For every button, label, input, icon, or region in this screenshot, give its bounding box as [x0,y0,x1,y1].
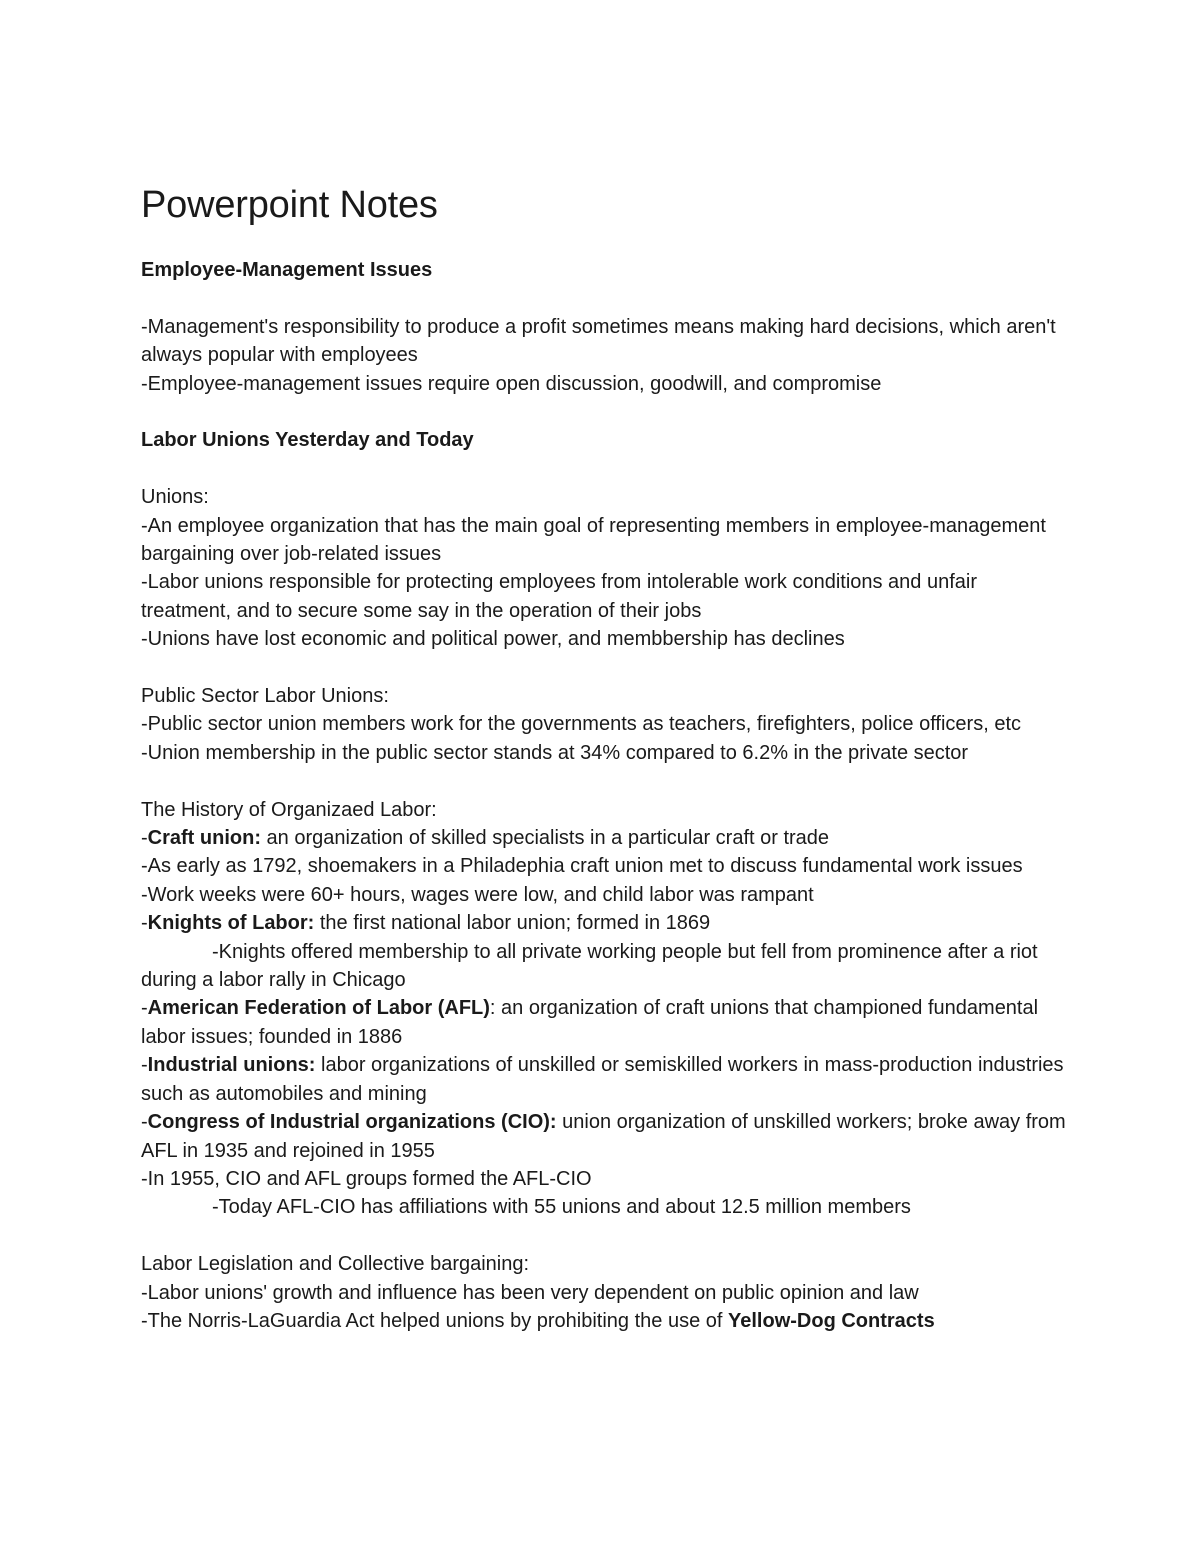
spacer [141,1222,1071,1250]
subheading-labor-legislation: Labor Legislation and Collective bargaining: [141,1253,530,1276]
definition: labor organizations of unskilled or semiskilled workers in mass-production industries such as automobiles and mining [141,1054,1064,1105]
term-craft-union: Craft union: [147,827,261,850]
note-line-indented: -Today AFL-CIO has affiliations with 55 unions and about 12.5 million members [212,1196,911,1219]
spacer [141,455,1071,483]
note-line: -Management's responsibility to produce a profit sometimes means making hard decisions, which aren't always popular with employees [141,315,1056,367]
note-line-knights-of-labor [141,909,1071,937]
dash: - [141,1111,148,1134]
subheading-unions: Unions: [141,486,209,509]
definition: : an organization of craft unions that championed fundamental labor issues; founded in 1886 [141,997,1039,1048]
note-line-afl [141,994,1071,1051]
page-title: Powerpoint Notes [141,184,438,226]
spacer [141,654,1071,682]
dash: - [141,912,148,935]
section-heading-labor-unions: Labor Unions Yesterday and Today [141,429,474,452]
note-line: -Work weeks were 60+ hours, wages were low, and child labor was rampant [141,883,814,906]
subheading-history: The History of Organizaed Labor: [141,798,437,821]
term-cio: Congress of Industrial organizations (CIO): [147,1111,557,1134]
dash: - [141,1054,148,1077]
spacer [141,767,1071,795]
spacer [141,398,1071,426]
note-line: -Labor unions' growth and influence has been very dependent on public opinion and law [141,1281,919,1304]
subheading-public-sector: Public Sector Labor Unions: [141,685,389,708]
note-line: -Labor unions responsible for protecting employees from intolerable work conditions and unfair treatment, and to secure some say in the operation of their jobs [141,571,978,622]
note-line: -Public sector union members work for the governments as teachers, firefighters, police officers, etc [141,713,1022,736]
term-knights-of-labor: Knights of Labor: [147,912,315,935]
term-industrial-unions: Industrial unions: [147,1054,316,1077]
note-line-industrial-unions [141,1051,1071,1108]
section-heading-employee-management: Employee-Management Issues [141,259,433,281]
note-line-craft-union [141,824,1071,852]
note-line-indented: -Knights offered membership to all private working people but fell from prominence after a riot during a labor rally in Chicago [141,940,1038,992]
note-line-norris-laguardia [141,1307,1071,1335]
note-line: -Unions have lost economic and political power, and membbership has declines [141,628,845,651]
dash: - [141,997,148,1020]
note-line-cio [141,1108,1071,1165]
term-yellow-dog-contracts: Yellow-Dog Contracts [728,1309,935,1332]
definition: an organization of skilled specialists in a particular craft or trade [260,827,830,850]
term-afl: American Federation of Labor (AFL) [147,997,490,1020]
note-line: -An employee organization that has the main goal of representing members in employee-management bargaining over job-related issues [141,514,1046,566]
note-line: -As early as 1792, shoemakers in a Philadephia craft union met to discuss fundamental work issues [141,855,1023,878]
text: -The Norris-LaGuardia Act helped unions by prohibiting the use of [141,1309,729,1332]
note-line: -In 1955, CIO and AFL groups formed the AFL-CIO [141,1167,592,1190]
document-body [141,180,1071,1335]
note-line: -Union membership in the public sector stands at 34% compared to 6.2% in the private sector [141,741,969,764]
spacer [141,284,1071,312]
note-line: -Employee-management issues require open discussion, goodwill, and compromise [141,372,882,395]
dash: - [141,827,148,850]
definition: union organization of unskilled workers; broke away from AFL in 1935 and rejoined in 1955 [141,1111,1066,1162]
definition: the first national labor union; formed in 1869 [314,912,711,935]
